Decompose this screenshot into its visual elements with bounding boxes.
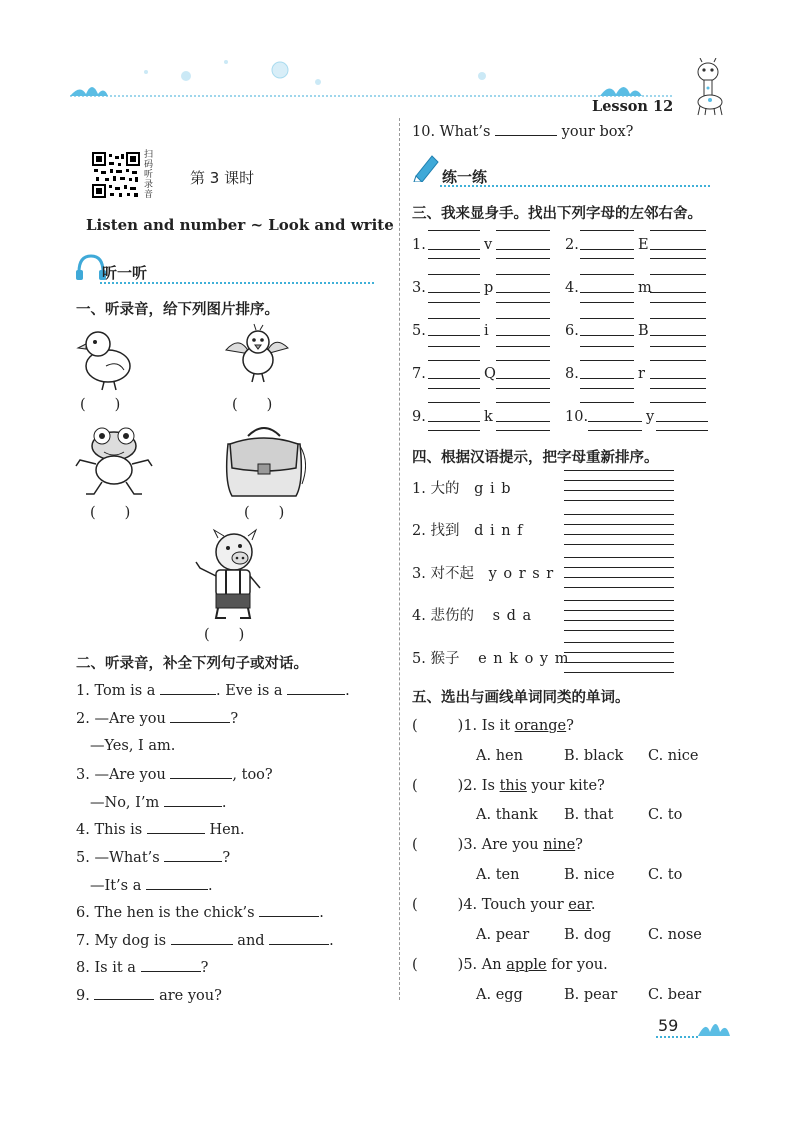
- part5-q3: ( )3. Are you nine?: [412, 837, 583, 853]
- practice-section-rule: [440, 185, 710, 187]
- answer-blank[interactable]: [496, 408, 550, 422]
- part4-title: 四、根据汉语提示，把字母重新排序。: [412, 450, 659, 466]
- chick-answer-paren[interactable]: ( ): [80, 397, 121, 413]
- answer-blank[interactable]: [650, 365, 706, 379]
- answer-paren[interactable]: (: [412, 957, 418, 973]
- footer-decoration: [656, 1012, 736, 1040]
- part2-item-4: 4. This is Hen.: [76, 822, 245, 838]
- option-a[interactable]: A. hen: [476, 748, 523, 764]
- bird-picture: [222, 320, 292, 390]
- column-divider: [399, 118, 400, 1000]
- answer-blank[interactable]: [171, 931, 233, 945]
- lesson-subtitle: Listen and number ~ Look and write: [86, 216, 394, 234]
- part5-q2-options: [476, 806, 682, 824]
- part3-num: 2.: [565, 237, 579, 253]
- part3-num: 4.: [565, 280, 579, 296]
- option-c[interactable]: C. nice: [648, 748, 699, 764]
- listen-section-rule: [100, 282, 374, 284]
- part3-num: 6.: [565, 323, 579, 339]
- answer-blank[interactable]: [428, 322, 480, 336]
- part2-item-3-reply: —No, I’m .: [90, 795, 227, 811]
- period-title: 第 3 课时: [190, 169, 255, 187]
- part4-item-4: 4. 悲伤的 s d a: [412, 608, 533, 624]
- part2-item-9: 9. are you?: [76, 988, 222, 1004]
- part5-q4-options: [476, 926, 702, 944]
- option-c[interactable]: C. nose: [648, 927, 702, 943]
- answer-blank[interactable]: [269, 931, 329, 945]
- part2-item-7: 7. My dog is and .: [76, 933, 334, 949]
- answer-blank[interactable]: [428, 365, 480, 379]
- answer-paren[interactable]: (: [412, 778, 418, 794]
- part3-num: 10.: [565, 409, 589, 425]
- part3-num: 9.: [412, 409, 426, 425]
- answer-blank[interactable]: [656, 408, 708, 422]
- option-b[interactable]: B. pear: [564, 987, 618, 1003]
- answer-blank[interactable]: [287, 681, 345, 695]
- answer-blank[interactable]: [428, 236, 480, 250]
- bag-picture: [222, 422, 306, 502]
- answer-blank[interactable]: [94, 986, 154, 1000]
- answer-paren[interactable]: (: [412, 718, 418, 734]
- answer-paren[interactable]: (: [412, 837, 418, 853]
- part3-grid: [410, 222, 720, 437]
- part3-letter: i: [484, 323, 489, 339]
- part5-q2: ( )2. Is this your kite?: [412, 778, 605, 794]
- part4-item-1: 1. 大的 g i b: [412, 481, 512, 497]
- part4-item-5: 5. 猴子 e n k o y m: [412, 651, 570, 667]
- pencil-icon: [410, 152, 442, 182]
- chick-picture: [72, 322, 142, 392]
- answer-paren[interactable]: (: [412, 897, 418, 913]
- listen-section-header: [74, 252, 374, 286]
- option-c[interactable]: C. to: [648, 867, 683, 883]
- option-b[interactable]: B. black: [564, 748, 624, 764]
- answer-blank[interactable]: [650, 236, 706, 250]
- part3-letter: m: [638, 280, 652, 296]
- answer-blank[interactable]: [259, 903, 319, 917]
- frog-picture: [72, 424, 156, 498]
- part3-letter: p: [484, 280, 494, 296]
- part2-item-6: 6. The hen is the chick’s .: [76, 905, 324, 921]
- part3-letter: Q: [484, 366, 496, 382]
- part3-num: 7.: [412, 366, 426, 382]
- part3-letter: r: [638, 366, 645, 382]
- part3-letter: v: [484, 237, 493, 253]
- part5-q3-options: [476, 866, 682, 884]
- answer-blank[interactable]: [164, 848, 222, 862]
- answer-blank[interactable]: [495, 122, 557, 136]
- part2-item-5: 5. —What’s ?: [76, 850, 231, 866]
- answer-blank[interactable]: [588, 408, 642, 422]
- answer-blank[interactable]: [428, 279, 480, 293]
- listen-section-title: 听一听: [102, 264, 148, 282]
- part4-writing-lines[interactable]: [564, 470, 674, 675]
- part4-item-3: 3. 对不起 y o r s r: [412, 566, 555, 582]
- option-b[interactable]: B. nice: [564, 867, 615, 883]
- practice-section-title: 练一练: [442, 168, 488, 186]
- answer-blank[interactable]: [650, 322, 706, 336]
- part5-q5-options: [476, 986, 701, 1004]
- option-b[interactable]: B. that: [564, 807, 614, 823]
- header-decoration: [0, 50, 800, 110]
- part5-q5: ( )5. An apple for you.: [412, 957, 608, 973]
- answer-blank[interactable]: [496, 322, 550, 336]
- answer-blank[interactable]: [580, 236, 634, 250]
- bag-answer-paren[interactable]: ( ): [244, 505, 285, 521]
- part3-letter: B: [638, 323, 649, 339]
- part1-title: 一、听录音，给下列图片排序。: [76, 302, 279, 318]
- part3-num: 8.: [565, 366, 579, 382]
- part2-item-8: 8. Is it a ?: [76, 960, 209, 976]
- answer-blank[interactable]: [160, 681, 216, 695]
- part3-num: 1.: [412, 237, 426, 253]
- answer-blank[interactable]: [496, 236, 550, 250]
- part3-title: 三、我来显身手。找出下列字母的左邻右舍。: [412, 206, 702, 222]
- part5-q1: ( )1. Is it orange?: [412, 718, 574, 734]
- lesson-label: Lesson 12: [592, 98, 674, 115]
- answer-blank[interactable]: [146, 876, 208, 890]
- part3-letter: y: [646, 409, 655, 425]
- option-c[interactable]: C. bear: [648, 987, 702, 1003]
- answer-blank[interactable]: [650, 279, 706, 293]
- answer-blank[interactable]: [147, 820, 205, 834]
- part5-title: 五、选出与画线单词同类的单词。: [412, 690, 630, 706]
- part2-title: 二、听录音，补全下列句子或对话。: [76, 656, 308, 672]
- pig-answer-paren[interactable]: ( ): [204, 627, 245, 643]
- answer-blank[interactable]: [580, 322, 634, 336]
- answer-blank[interactable]: [170, 765, 232, 779]
- part2-item-2: 2. —Are you ?: [76, 711, 239, 727]
- option-a[interactable]: A. ten: [476, 867, 520, 883]
- answer-blank[interactable]: [580, 279, 634, 293]
- answer-blank[interactable]: [496, 279, 550, 293]
- page-number: 59: [658, 1016, 679, 1035]
- option-a[interactable]: A. egg: [476, 987, 523, 1003]
- part5-q1-options: [476, 747, 698, 765]
- part3-num: 3.: [412, 280, 426, 296]
- option-a[interactable]: A. pear: [476, 927, 530, 943]
- frog-answer-paren[interactable]: ( ): [90, 505, 131, 521]
- part3-num: 5.: [412, 323, 426, 339]
- option-c[interactable]: C. to: [648, 807, 683, 823]
- part2-item-2-reply: —Yes, I am.: [90, 738, 176, 754]
- answer-blank[interactable]: [164, 793, 222, 807]
- part2-item-10: 10. What’s your box?: [412, 124, 634, 140]
- bird-answer-paren[interactable]: ( ): [232, 397, 273, 413]
- pig-picture: [190, 528, 270, 622]
- part3-letter: E: [638, 237, 649, 253]
- answer-blank[interactable]: [170, 709, 230, 723]
- header-banner: [0, 50, 800, 110]
- answer-blank[interactable]: [580, 365, 634, 379]
- answer-blank[interactable]: [428, 408, 480, 422]
- part4-item-2: 2. 找到 d i n f: [412, 523, 524, 539]
- part2-item-3: 3. —Are you , too?: [76, 767, 273, 783]
- part5-q4: ( )4. Touch your ear.: [412, 897, 596, 913]
- practice-section-header: [410, 152, 710, 188]
- part2-item-5-reply: —It’s a .: [90, 878, 213, 894]
- qr-caption: 扫 码 听 录 音: [144, 150, 154, 200]
- answer-blank[interactable]: [141, 958, 201, 972]
- part2-item-1: 1. Tom is a . Eve is a .: [76, 683, 350, 699]
- giraffe-mascot: [688, 58, 728, 116]
- qr-code: [92, 152, 140, 198]
- option-a[interactable]: A. thank: [476, 807, 538, 823]
- option-b[interactable]: B. dog: [564, 927, 612, 943]
- part3-letter: k: [484, 409, 493, 425]
- answer-blank[interactable]: [496, 365, 550, 379]
